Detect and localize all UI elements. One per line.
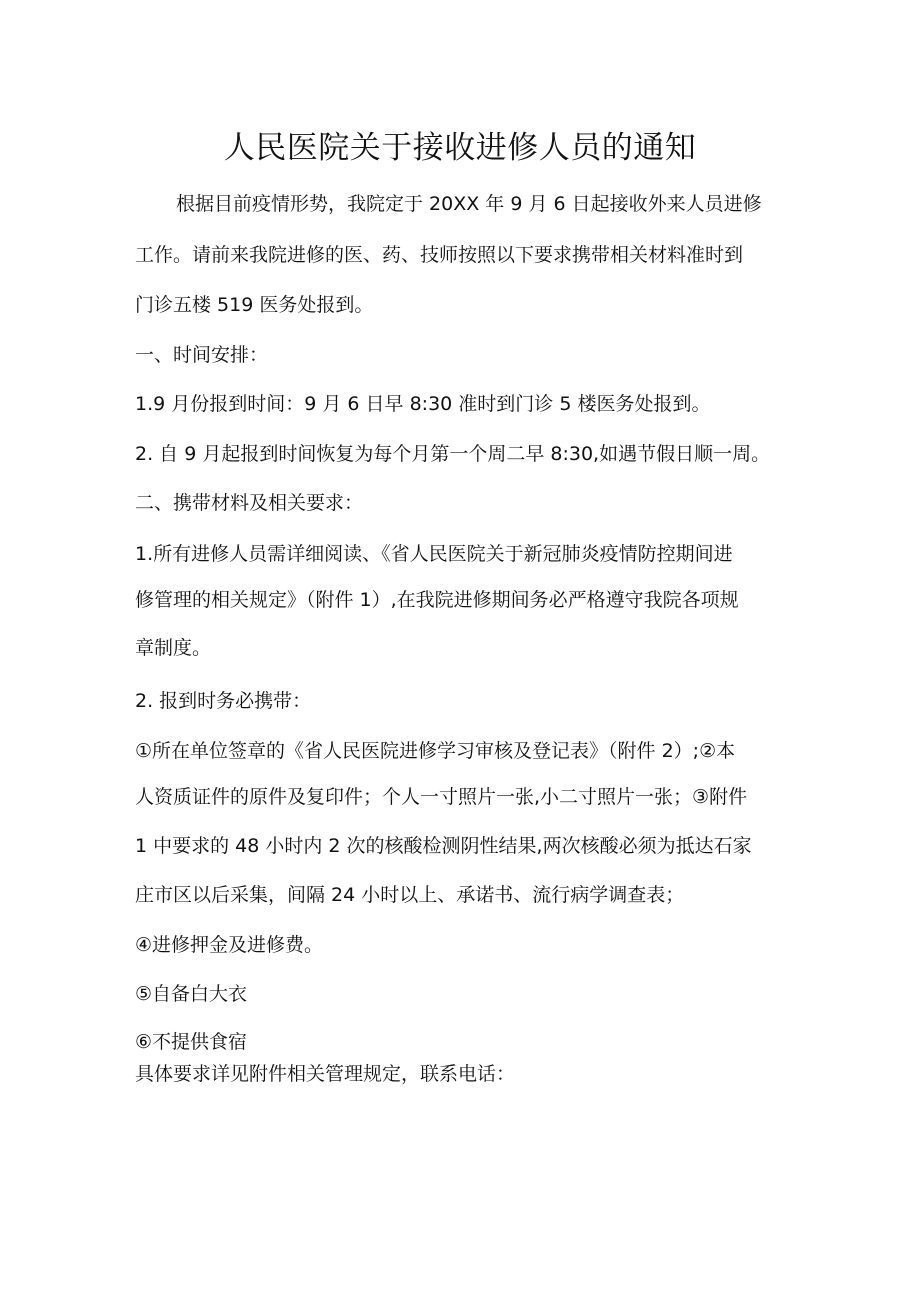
intro-line-2: 工作。请前来我院进修的医、药、技师按照以下要求携带相关材料准时到 bbox=[135, 244, 744, 266]
materials-list-line-2: 人资质证件的原件及复印件；个人一寸照片一张,小二寸照片一张；③附件 bbox=[135, 786, 748, 808]
intro-line-1: 根据目前疫情形势，我院定于 20XX 年 9 月 6 日起接收外来人员进修 bbox=[176, 193, 762, 215]
time-item-2: 2. 自 9 月起报到时间恢复为每个月第一个周二早 8:30,如遇节假日顺一周。 bbox=[135, 443, 771, 465]
materials-list-line-3: 1 中要求的 48 小时内 2 次的核酸检测阴性结果,两次核酸必须为抵达石家 bbox=[135, 835, 752, 857]
materials-item-1-line-3: 章制度。 bbox=[135, 637, 212, 659]
contact-line: 具体要求详见附件相关管理规定，联系电话： bbox=[135, 1063, 516, 1085]
document-title: 人民医院关于接收进修人员的通知 bbox=[223, 130, 697, 166]
materials-list-line-5: ④进修押金及进修费。 bbox=[135, 934, 324, 956]
materials-list-line-7: ⑥不提供食宿 bbox=[135, 1031, 248, 1053]
intro-line-3: 门诊五楼 519 医务处报到。 bbox=[135, 294, 374, 316]
materials-list-line-6: ⑤自备白大衣 bbox=[135, 983, 248, 1005]
time-item-1: 1.9 月份报到时间：9 月 6 日早 8:30 准时到门诊 5 楼医务处报到。 bbox=[135, 393, 711, 415]
materials-item-2-heading: 2. 报到时务必携带： bbox=[135, 690, 312, 712]
materials-list-line-4: 庄市区以后采集，间隔 24 小时以上、承诺书、流行病学调查表； bbox=[135, 884, 685, 906]
section-heading-materials: 二、携带材料及相关要求： bbox=[135, 492, 364, 514]
section-heading-time: 一、时间安排： bbox=[135, 344, 269, 366]
materials-item-1-line-1: 1.所有进修人员需详细阅读、《省人民医院关于新冠肺炎疫情防控期间进 bbox=[135, 543, 733, 565]
materials-list-line-1: ①所在单位签章的《省人民医院进修学习审核及登记表》（附件 2）;②本 bbox=[135, 740, 736, 762]
materials-item-1-line-2: 修管理的相关规定》（附件 1）,在我院进修期间务必严格遵守我院各项规 bbox=[135, 589, 739, 611]
